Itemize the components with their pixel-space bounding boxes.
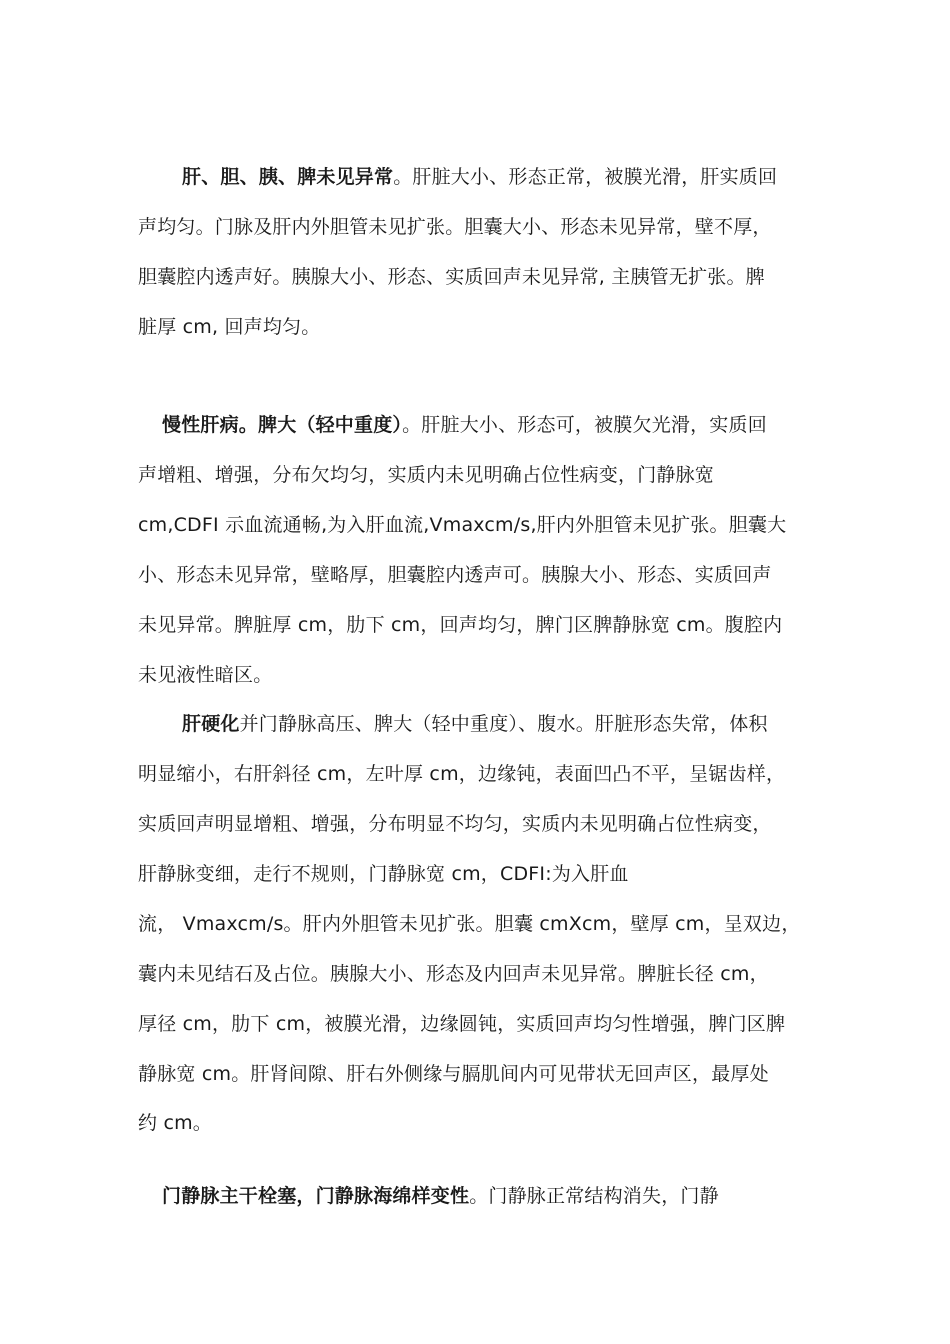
text-run: 厚径 cm，肋下 cm，被膜光滑，边缘圆钝，实质回声均匀性增强，脾门区脾 [138, 1013, 786, 1035]
text-line [138, 563, 772, 587]
text-line [138, 1062, 769, 1086]
text-line [138, 762, 785, 786]
text-run: 囊内未见结石及占位。胰腺大小、形态及内回声未见异常。脾脏长径 cm， [138, 963, 769, 985]
text-run: 声均匀。门脉及肝内外胆管未见扩张。胆囊大小、形态未见异常，壁不厚， [138, 216, 772, 238]
text-line [162, 1184, 719, 1208]
text-run: 小、形态未见异常，壁略厚，胆囊腔内透声可。胰腺大小、形态、实质回声 [138, 564, 772, 586]
text-line [138, 1111, 212, 1135]
text-run: 。门静脉正常结构消失，门静 [469, 1185, 719, 1207]
text-line [182, 165, 777, 189]
text-run: 。肝脏大小、形态可，被膜欠光滑，实质回 [402, 414, 767, 436]
text-run: 明显缩小，右肝斜径 cm，左叶厚 cm，边缘钝，表面凹凸不平，呈锯齿样， [138, 763, 786, 785]
text-line [138, 215, 772, 239]
text-line [138, 812, 772, 836]
heading-phrase: 肝硬化 [182, 713, 240, 735]
text-line [138, 463, 714, 487]
text-line [138, 962, 769, 986]
text-run: 未见液性暗区。 [138, 664, 273, 686]
text-line [138, 315, 320, 339]
text-line [138, 513, 786, 537]
text-run: 。肝脏大小、形态正常，被膜光滑，肝实质回 [393, 166, 778, 188]
text-line [138, 1012, 785, 1036]
text-run: 未见异常。脾脏厚 cm，肋下 cm，回声均匀，脾门区脾静脉宽 cm。腹腔内 [138, 614, 783, 636]
text-line [138, 862, 629, 886]
text-run: 流， Vmaxcm/s。肝内外胆管未见扩张。胆囊 cmXcm，壁厚 cm，呈双边， [138, 913, 801, 935]
heading-phrase: 门静脉主干栓塞，门静脉海绵样变性 [162, 1185, 470, 1207]
text-run: 胆囊腔内透声好。胰腺大小、形态、实质回声未见异常, 主胰管无扩张。脾 [138, 266, 765, 288]
text-run: 肝静脉变细，走行不规则，门静脉宽 cm，CDFI:为入肝血 [138, 863, 629, 885]
text-line [138, 613, 782, 637]
heading-phrase: 慢性肝病。脾大（轻中重度） [162, 414, 403, 436]
text-line [138, 663, 272, 687]
text-run: 并门静脉高压、脾大（轻中重度）、腹水。肝脏形态失常，体积 [239, 713, 768, 735]
text-run: 静脉宽 cm。肝肾间隙、肝右外侧缘与膈肌间内可见带状无回声区，最厚处 [138, 1063, 769, 1085]
heading-phrase: 肝、胆、胰、脾未见异常 [182, 166, 394, 188]
text-run: cm,CDFI 示血流通畅,为入肝血流,Vmaxcm/s,肝内外胆管未见扩张。胆囊大 [138, 514, 787, 536]
text-line [138, 265, 765, 289]
text-run: 脏厚 cm, 回声均匀。 [138, 316, 321, 338]
text-line [182, 712, 768, 736]
text-line [162, 413, 767, 437]
text-run: 声增粗、增强，分布欠均匀，实质内未见明确占位性病变，门静脉宽 [138, 464, 715, 486]
text-line [138, 912, 801, 936]
text-run: 约 cm。 [138, 1112, 212, 1134]
text-run: 实质回声明显增粗、增强，分布明显不均匀，实质内未见明确占位性病变， [138, 813, 772, 835]
